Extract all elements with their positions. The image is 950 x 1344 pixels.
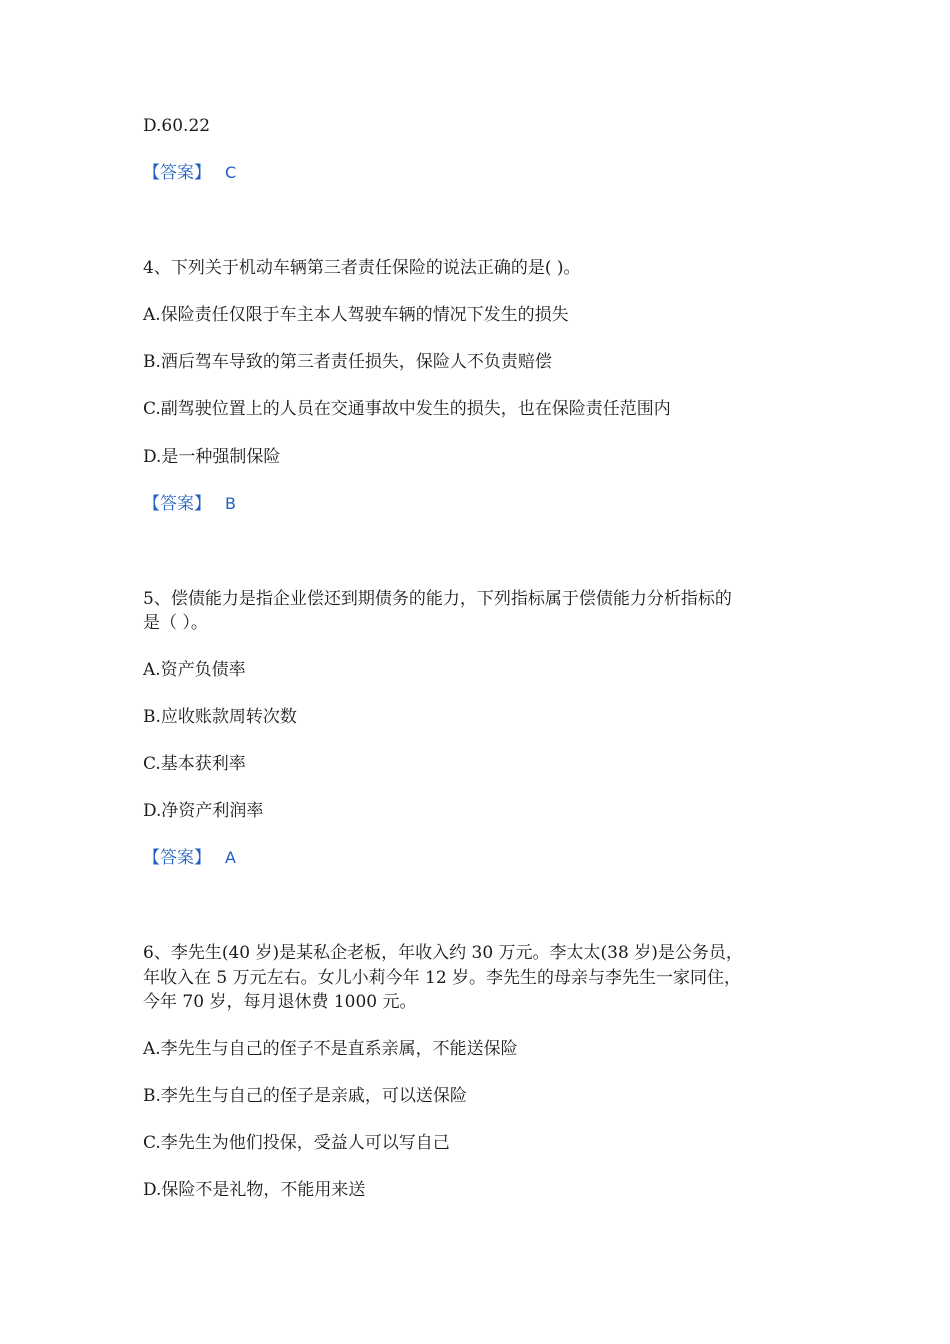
q6-question-line-2: 年收入在 5 万元左右。女儿小莉今年 12 岁。李先生的母亲与李先生一家同住，	[143, 968, 742, 988]
answer-value: C	[225, 163, 237, 182]
q6-question-line-1: 6、李先生(40 岁)是某私企老板，年收入约 30 万元。李太太(38 岁)是公务员，	[143, 943, 743, 963]
q4-option-b: B.酒后驾车导致的第三者责任损失，保险人不负责赔偿	[143, 352, 552, 372]
q4-answer	[143, 492, 236, 516]
q5-option-c: C.基本获利率	[143, 754, 246, 774]
q4-option-c: C.副驾驶位置上的人员在交通事故中发生的损失，也在保险责任范围内	[143, 399, 671, 419]
answer-tag: 【答案】	[143, 848, 211, 868]
answer-tag: 【答案】	[143, 163, 211, 183]
answer-tag: 【答案】	[143, 494, 211, 514]
q5-option-a: A.资产负债率	[143, 660, 246, 680]
answer-value: A	[225, 848, 236, 867]
answer-value: B	[225, 494, 236, 513]
q3-answer	[143, 161, 236, 185]
q5-question-line-2: 是（ ）。	[143, 613, 208, 633]
q4-option-d: D.是一种强制保险	[143, 447, 281, 467]
q4-option-a: A.保险责任仅限于车主本人驾驶车辆的情况下发生的损失	[143, 305, 569, 325]
q5-option-b: B.应收账款周转次数	[143, 707, 297, 727]
q6-option-c: C.李先生为他们投保，受益人可以写自己	[143, 1133, 450, 1153]
q5-option-d: D.净资产利润率	[143, 801, 264, 821]
q3-option-d: D.60.22	[143, 116, 211, 136]
q6-option-b: B.李先生与自己的侄子是亲戚，可以送保险	[143, 1086, 467, 1106]
q5-question-line-1: 5、偿债能力是指企业偿还到期债务的能力，下列指标属于偿债能力分析指标的	[143, 589, 732, 609]
q6-option-a: A.李先生与自己的侄子不是直系亲属，不能送保险	[143, 1039, 518, 1059]
q6-option-d: D.保险不是礼物，不能用来送	[143, 1180, 366, 1200]
q5-answer	[143, 846, 236, 870]
q4-question: 4、下列关于机动车辆第三者责任保险的说法正确的是( )。	[143, 258, 581, 278]
q6-question-line-3: 今年 70 岁，每月退休费 1000 元。	[143, 992, 417, 1012]
